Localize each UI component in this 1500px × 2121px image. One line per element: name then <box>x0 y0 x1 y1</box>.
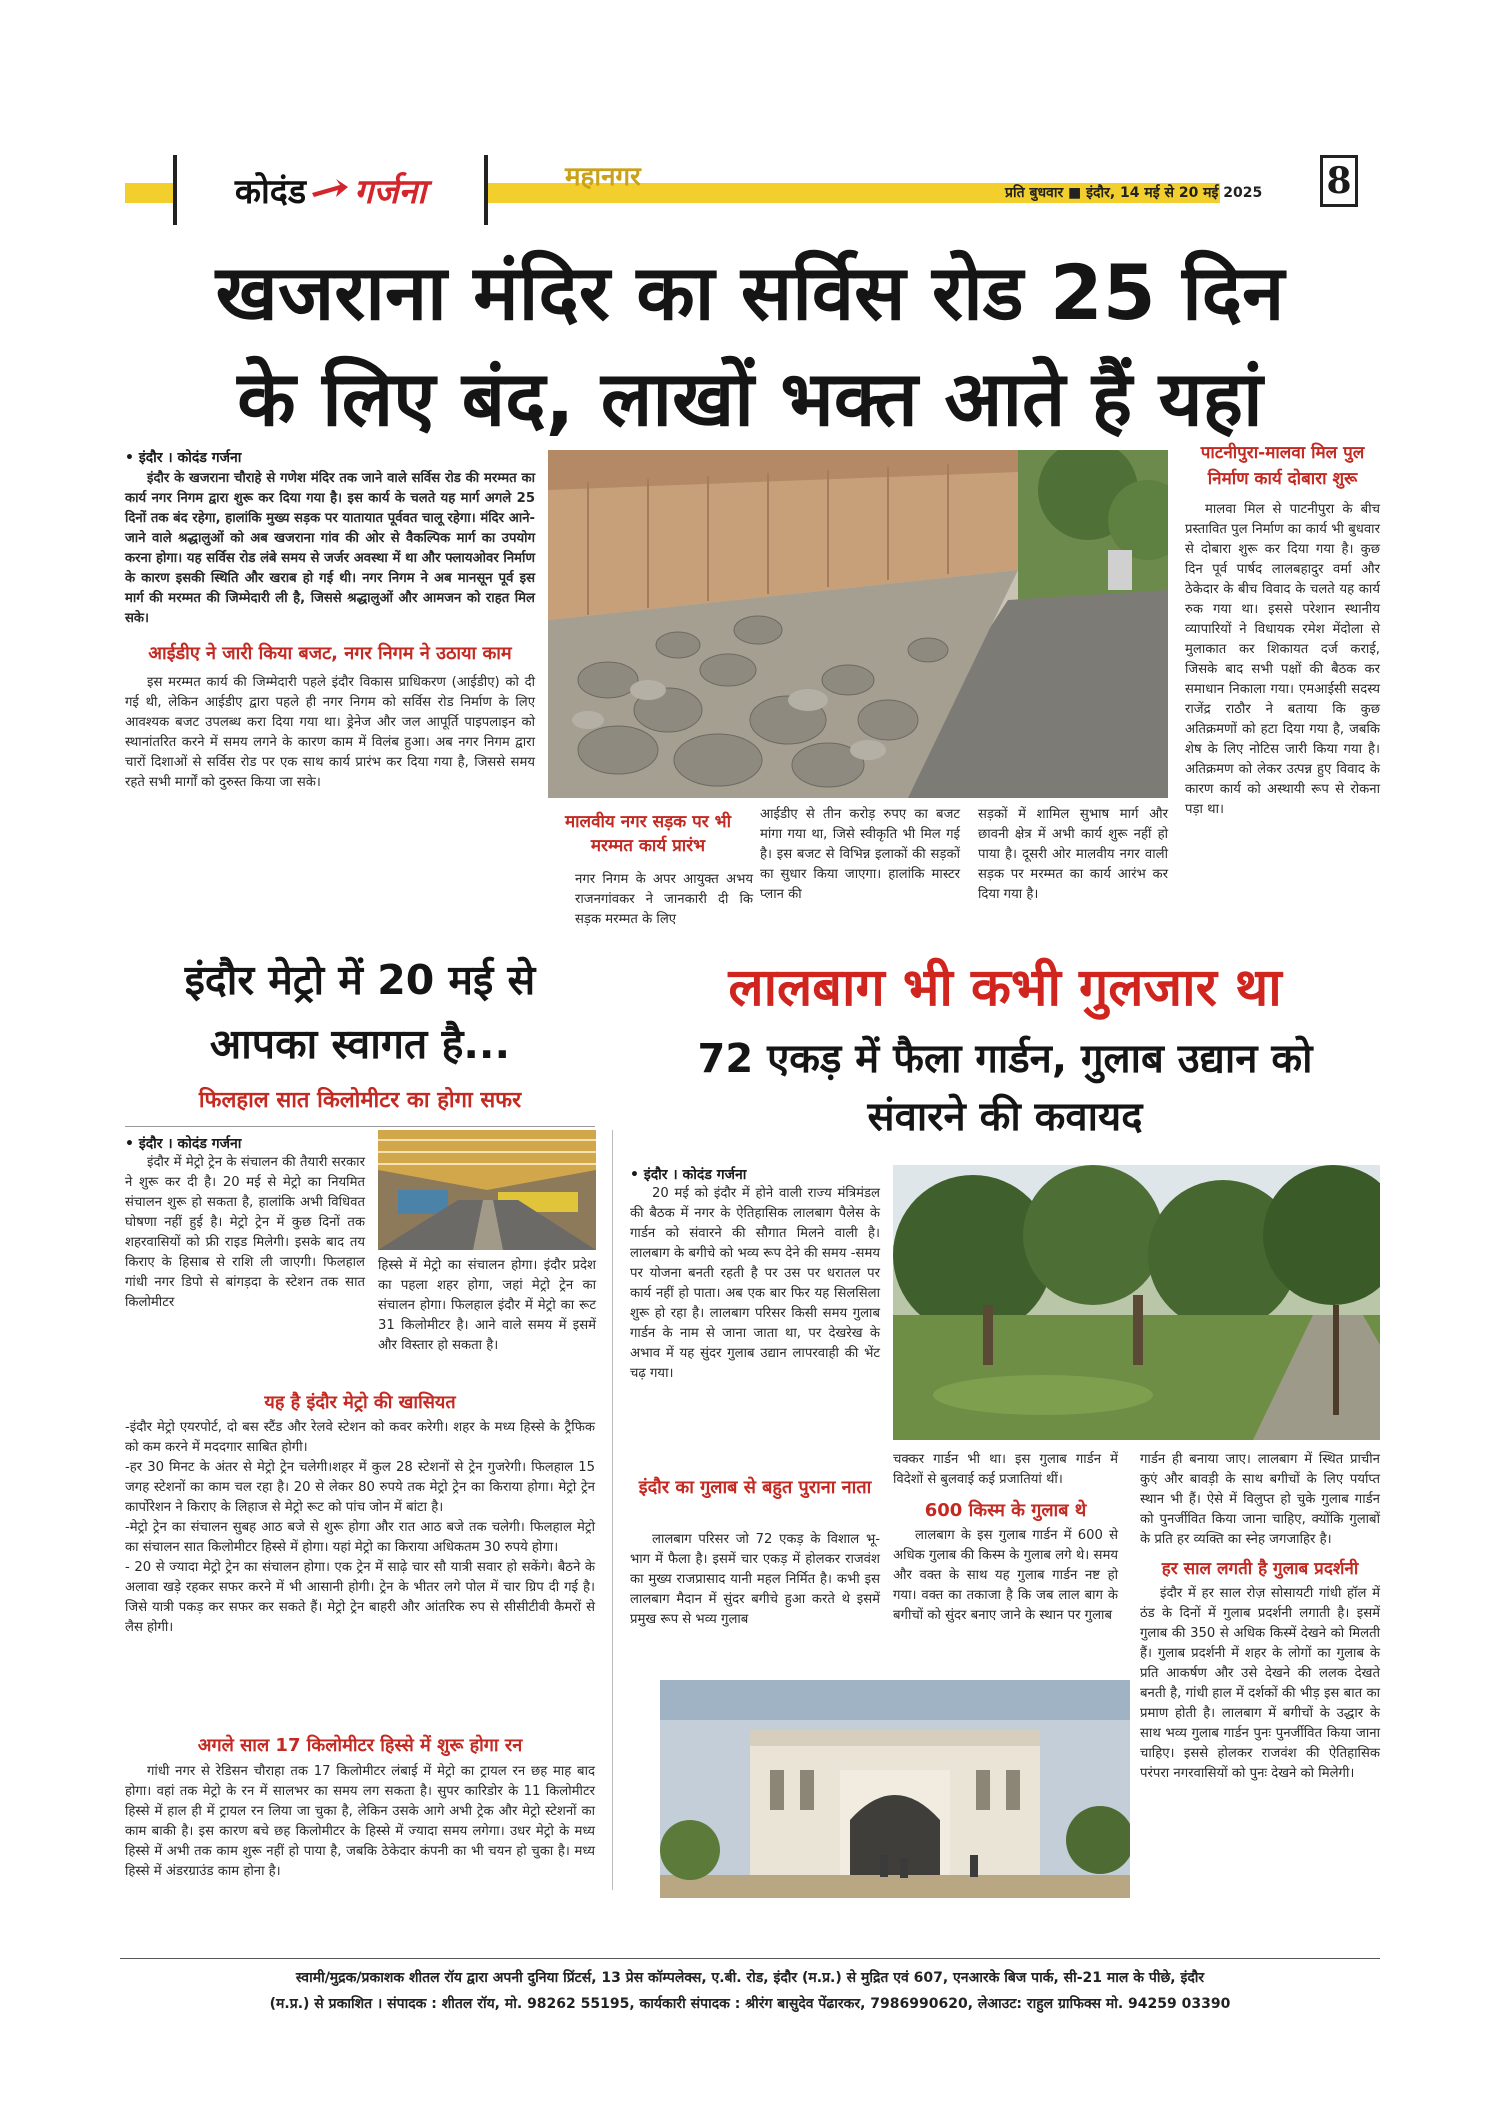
metro-subheading: फिलहाल सात किलोमीटर का होगा सफर <box>198 1088 522 1113</box>
side-story-headline: पाटनीपुरा-मालवा मिल पुल निर्माण कार्य दोबारा शुरू <box>1200 443 1365 489</box>
lalbagh-headline-black: 72 एकड़ में फैला गार्डन, गुलाब उद्यान को संवारने की कवायद <box>697 1036 1313 1140</box>
metro-feature-item: -इंदौर मेट्रो एयरपोर्ट, दो बस स्टैंड और रेलवे स्टेशन को कवर करेगी। शहर के मध्य हिस्से के ट्रैफिक को कम करने में मददगार साबित होगी। <box>125 1420 595 1455</box>
lead-headline-line2: के लिए बंद, लाखों भक्त आते हैं यहां <box>237 354 1263 443</box>
metro-features-list <box>125 1418 595 1638</box>
lalbagh-right-column <box>1140 1450 1380 1784</box>
lead-subheading: आईडीए ने जारी किया बजट, नगर निगम ने उठाया काम <box>148 643 512 664</box>
metro-features-heading: यह है इंदौर मेट्रो की खासियत <box>264 1392 456 1413</box>
edition-date: प्रति बुधवार ■ इंदौर, 14 मई से 20 मई 2025 <box>1005 185 1263 201</box>
footer-imprint <box>120 1965 1380 2017</box>
lead-headline-line1: खजराना मंदिर का सर्विस रोड 25 दिन <box>215 248 1285 337</box>
page-number: 8 <box>1320 155 1358 207</box>
lead-headline <box>130 240 1370 452</box>
metro-feature-item: - 20 से ज्यादा मेट्रो ट्रेन का संचालन होगा। एक ट्रेन में साढ़े चार सौ यात्री सवार हो सकेंगे। बैठने के अलावा खड़े रहकर सफर करने में भी आसानी होगी। ट्रेन के भीतर लगे पोल में चार ग्रिप दी गई है। जिसे यात्री पकड़ कर सफर कर सकते हैं। मेट्रो ट्रेन बाहरी और आंतरिक रुप से सीसीटीवी कैमरों से लैस होगी। <box>125 1560 595 1635</box>
divider <box>125 1126 595 1127</box>
lalbagh-headline-red: लालबाग भी कभी गुलजार था <box>728 958 1282 1018</box>
metro-story-column <box>125 1134 365 1313</box>
side-story-text: मालवा मिल से पाटनीपुरा के बीच प्रस्तावित पुल निर्माण का कार्य भी बुधवार से दोबारा शुरू कर दिया गया है। कुछ दिन पूर्व पार्षद लालबहादुर वर्मा और ठेकेदार के बीच विवाद के चलते यह कार्य रुक गया था। इससे परेशान स्थानीय व्यापारियों ने विधायक रमेश मेंदोला से मुलाकात कर शिकायत दर्ज कराई, जिसके बाद सभी पक्षों की बैठक कर समाधान निकाला गया। एमआईसी सदस्य राजेंद्र राठौर ने बताया कि कुछ अतिक्रमणों को हटा दिया गया है, जबकि शेष के लिए नोटिस जारी किया गया है। अतिक्रमण को लेकर उत्पन्न हुए विवाद के कारण कार्य को अस्थायी रूप से रोकना पड़ा था। <box>1185 502 1380 817</box>
newspaper-logo <box>173 155 488 225</box>
lalbagh-paragraph-2: लालबाग परिसर जो 72 एकड़ के विशाल भू-भाग में फैला है। इसमें चार एकड़ में होलकर राजवंश का मुख्य राजप्रासाद यानी महल निर्मित है। कभी इस लालबाग मैदान में सुंदर बगीचे हुआ करते थे इसमें प्रमुख रूप से भव्य गुलाब <box>630 1532 880 1627</box>
lead-story-column <box>125 448 535 793</box>
metro-station-photo <box>378 1130 596 1250</box>
lead-paragraph: इंदौर के खजराना चौराहे से गणेश मंदिर तक जाने वाले सर्विस रोड की मरम्मत का कार्य नगर निगम द्वारा शुरू कर दिया गया है। इस कार्य के चलते यह मार्ग अगले 25 दिनों तक बंद रहेगा, हालांकि मुख्य सड़क पर यातायात पूर्ववत चालू रहेगा। मंदिर आने-जाने वाले श्रद्धालुओं को अब खजराना गांव की ओर से वैकल्पिक मार्ग का उपयोग करना होगा। यह सर्विस रोड लंबे समय से जर्जर अवस्था में था और फ्लायओवर निर्माण के कारण इसकी स्थिति और खराब हो गई थी। नगर निगम ने अब मानसून पूर्व इस मार्ग की मरम्मत की जिम्मेदारी ली है, जिससे श्रद्धालुओं और आमजन को राहत मिल सके। <box>125 471 535 626</box>
lalbagh-garden-photo <box>893 1165 1380 1440</box>
metro-paragraph: इंदौर में मेट्रो ट्रेन के संचालन की तैयारी सरकार ने शुरू कर दी है। 20 मई से मेट्रो का नियमित संचालन शुरू हो सकता है, हालांकि अभी विधिवत घोषणा नहीं हुई है। मेट्रो ट्रेन में कुछ दिनों तक शहरवासियों को फ्री राइड मिलेगी। इसके बाद तय किराए के हिसाब से राशि ली जाएगी। फिलहाल गांधी नगर डिपो से बांगड़दा के स्टेशन तक सात किलोमीटर <box>125 1155 365 1310</box>
masthead <box>125 155 1355 233</box>
lalbagh-paragraph-5: गार्डन ही बनाया जाए। लालबाग में स्थित प्राचीन कुएं और बावड़ी के साथ बगीचों के लिए पर्याप्त स्थान भी हैं। ऐसे में विलुप्त हो चुके गुलाब गार्डन को पुनर्जीवित किया जाना चाहिए, क्योंकि गुलाबों के प्रति हर व्यक्ति का स्नेह जगजाहिर है। <box>1140 1452 1380 1547</box>
metro-headline: इंदौर मेट्रो में 20 मई से आपका स्वागत है... <box>184 956 536 1068</box>
section-label: महानगर <box>565 162 641 192</box>
metro-feature-item: -मेट्रो ट्रेन का संचालन सुबह आठ बजे से शुरू होगा और रात आठ बजे तक चलेगी। फिलहाल मेट्रो का संचालन सात किलोमीटर हिस्से में होगा। यहां मेट्रो का किराया अधिकतम 30 रुपये होगा। <box>125 1520 595 1555</box>
lalbagh-subheading-rose: इंदौर का गुलाब से बहुत पुराना नाता <box>638 1477 872 1498</box>
lalbagh-subheading-600: 600 किस्म के गुलाब थे <box>924 1500 1087 1521</box>
byline: • इंदौर । कोदंड गर्जना <box>125 450 242 466</box>
lalbagh-paragraph-6: इंदौर में हर साल रोज़ सोसायटी गांधी हॉल में ठंड के दिनों में गुलाब प्रदर्शनी लगाती है। इसमें गुलाब की 350 से अधिक किस्में देखने को मिलती हैं। गुलाब प्रदर्शनी में शहर के लोगों का गुलाब के प्रति आकर्षण और उसे देखने की ललक देखते बनती है, गांधी हाल में दर्शकों की भीड़ इस बात का प्रमाण होती है। लालबाग में बगीचों के उद्धार के साथ भव्य गुलाब गार्डन पुनः पुनर्जीवित किया जाना चाहिए। इससे होलकर राजवंश की ऐतिहासिक परंपरा नगरवासियों को पुनः देखने को मिलेगी। <box>1140 1586 1380 1781</box>
malviya-nagar-subheading: मालवीय नगर सड़क पर भी मरम्मत कार्य प्रारंभ <box>564 812 732 856</box>
lalbagh-byline: • इंदौर । कोदंड गर्जना <box>630 1167 747 1183</box>
lead-column-3: आईडीए से तीन करोड़ रुपए का बजट मांगा गया था, जिसे स्वीकृति भी मिल गई है। इस बजट से विभिन्न इलाकों की सड़कों का सुधार किया जाएगा। हालांकि मास्टर प्लान की <box>760 807 960 902</box>
metro-feature-item: -हर 30 मिनट के अंतर से मेट्रो ट्रेन चलेगी।शहर में कुल 28 स्टेशनों से ट्रेन गुजरेगी। फिलहाल 15 जगह स्टेशनों का काम चल रहा है। 20 से लेकर 80 रुपये तक मेट्रो ट्रेन का किराया होगा। मेट्रो ट्रेन कार्पोरेशन ने किराए के लिहाज से मेट्रो रूट को पांच जोन में बांटा है। <box>125 1460 595 1515</box>
lalbagh-paragraph-3: चक्कर गार्डन भी था। इस गुलाब गार्डन में विदेशों से बुलवाई कई प्रजातियां थीं। <box>893 1452 1118 1487</box>
footer-divider <box>120 1958 1380 1959</box>
footer-line-2: (म.प्र.) से प्रकाशित । संपादक : शीतल रॉय, मो. 98262 55195, कार्यकारी संपादक : श्रीरंग बासुदेव पेंढारकर, 7986990620, लेआउट: राहुल ग्राफिक्स मो. 94259 03390 <box>269 1996 1231 2012</box>
metro-next-text: गांधी नगर से रेडिसन चौराहा तक 17 किलोमीटर लंबाई में मेट्रो का ट्रायल रन छह माह बाद होगा। वहां तक मेट्रो के रन में सालभर का समय लग सकता है। सुपर कारिडोर के 11 किलोमीटर हिस्से में हाल ही में ट्रायल रन लिया जा चुका है, लेकिन उसके आगे अभी ट्रेक और मेट्रो स्टेशनों का काम बाकी है। इस कारण बचे छह किलोमीटर के हिस्से में ज्यादा समय लगेगा। उधर मेट्रो के मध्य हिस्से में अभी तक काम शुरू नहीं हो पाया है, जबकि ठेकेदार कंपनी का भी चयन हो चुका है। मध्य हिस्से में अंडरग्राउंड काम होना है। <box>125 1764 595 1879</box>
arrow-icon <box>310 175 350 205</box>
lalbagh-story-column <box>630 1165 880 1384</box>
logo-text-accent: गर्जना <box>354 172 427 212</box>
lead-column-4: सड़कों में शामिल सुभाष मार्ग और छावनी क्षेत्र में अभी कार्य शुरू नहीं हो पाया है। दूसरी ओर मालवीय नगर वाली सड़क पर मरम्मत का कार्य आरंभ कर दिया गया है। <box>978 807 1168 902</box>
logo-text-primary: कोदंड <box>234 172 307 212</box>
side-story <box>1185 440 1380 820</box>
lalbagh-palace-photo <box>660 1680 1130 1898</box>
lead-column-2: नगर निगम के अपर आयुक्त अभय राजनगांवकर ने जानकारी दी कि सड़क मरम्मत के लिए <box>575 872 753 927</box>
metro-paragraph-2: हिस्से में मेट्रो का संचालन होगा। इंदौर प्रदेश का पहला शहर होगा, जहां मेट्रो ट्रेन का संचालन होगा। फिलहाल इंदौर में मेट्रो का रूट 31 किलोमीटर है। आने वाले समय में इसमें और विस्तार हो सकता है। <box>378 1258 596 1353</box>
road-repair-photo <box>548 450 1168 798</box>
lead-paragraph-2: इस मरम्मत कार्य की जिम्मेदारी पहले इंदौर विकास प्राधिकरण (आईडीए) को दी गई थी, लेकिन आईडीए द्वारा पहले ही नगर निगम को सर्विस रोड निर्माण के लिए आवश्यक बजट उपलब्ध करा दिया गया था। ड्रेनेज और जल आपूर्ति पाइपलाइन को स्थानांतरित करने में समय लगने के कारण काम में विलंब हुआ। अब नगर निगम द्वारा चारों दिशाओं से सर्विस रोड पर एक साथ कार्य प्रारंभ कर दिया गया है, जिससे समय रहते सभी मार्गों को दुरुस्त किया जा सके। <box>125 675 535 790</box>
column-divider <box>612 1130 613 1890</box>
lalbagh-subheading-exhibition: हर साल लगती है गुलाब प्रदर्शनी <box>1161 1559 1359 1579</box>
metro-next-heading: अगले साल 17 किलोमीटर हिस्से में शुरू होगा रन <box>197 1735 523 1756</box>
lalbagh-paragraph: 20 मई को इंदौर में होने वाली राज्य मंत्रिमंडल की बैठक में नगर के ऐतिहासिक लालबाग पैलेस के गार्डन को संवारने की सौगात मिलने वाली है। लालबाग के बगीचे को भव्य रूप देने की समय -समय पर योजना बनती रहती है पर उस पर धरातल पर कार्य नहीं हो पाता। अब एक बार फिर यह सिलसिला शुरू हो रहा है। लालबाग परिसर किसी समय गुलाब गार्डन के नाम से जाना जाता था, पर देखरेख के अभाव में यह सुंदर गुलाब उद्यान लापरवाही की भेंट चढ़ गया। <box>630 1186 880 1381</box>
footer-line-1: स्वामी/मुद्रक/प्रकाशक शीतल रॉय द्वारा अपनी दुनिया प्रिंटर्स, 13 प्रेस कॉम्पलेक्स, ए.बी. रोड, इंदौर (म.प्र.) से मुद्रित एवं 607, एनआरके बिज पार्क, सी-21 माल के पीछे, इंदौर <box>295 1970 1205 1986</box>
metro-byline: • इंदौर । कोदंड गर्जना <box>125 1136 242 1152</box>
lalbagh-paragraph-4: लालबाग के इस गुलाब गार्डन में 600 से अधिक गुलाब की किस्म के गुलाब लगे थे। समय और वक्त के साथ यह गुलाब गार्डन नष्ट हो गया। वक्त का तकाजा है कि जब लाल बाग के बगीचों को सुंदर बनाए जाने के स्थान पर गुलाब <box>893 1528 1118 1623</box>
